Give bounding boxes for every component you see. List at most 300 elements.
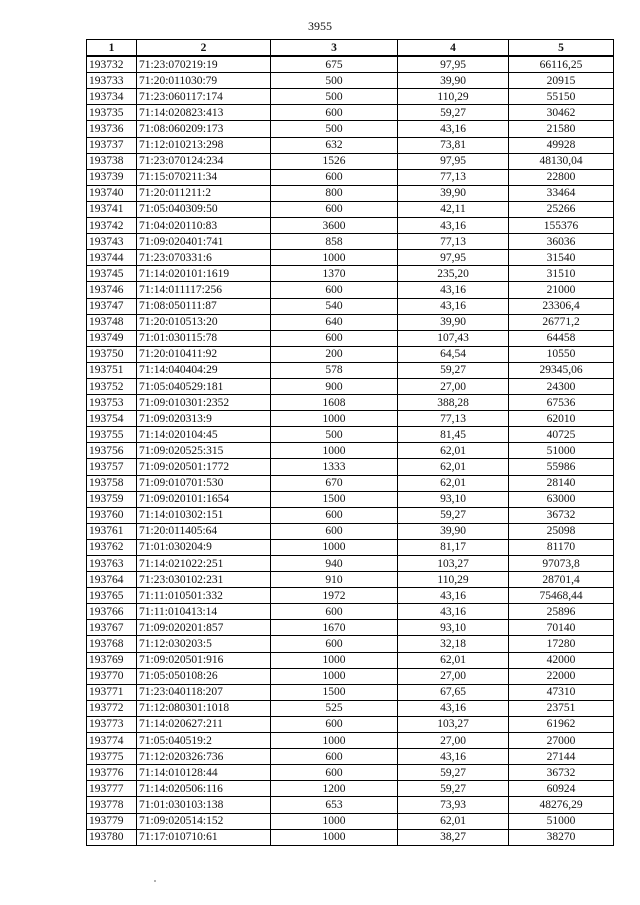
table-cell-col3: 1000	[271, 539, 398, 555]
table-cell-col5: 27000	[509, 733, 614, 749]
table-cell-col3: 653	[271, 797, 398, 813]
table-row	[87, 813, 614, 829]
table-cell-col5: 21000	[509, 282, 614, 298]
table-cell-col2: 71:14:020104:45	[137, 427, 271, 443]
table-cell-col1: 193773	[87, 716, 137, 732]
table-body	[87, 56, 614, 845]
table-cell-col3: 540	[271, 298, 398, 314]
table-cell-col4: 81,45	[398, 427, 509, 443]
table-cell-col1: 193772	[87, 700, 137, 716]
table-cell-col2: 71:14:010302:151	[137, 507, 271, 523]
table-cell-col2: 71:12:030203:5	[137, 636, 271, 652]
table-cell-col4: 43,16	[398, 749, 509, 765]
table-row	[87, 668, 614, 684]
table-row	[87, 620, 614, 636]
table-cell-col2: 71:09:010301:2352	[137, 395, 271, 411]
table-cell-col4: 388,28	[398, 395, 509, 411]
table-cell-col3: 3600	[271, 218, 398, 234]
table-cell-col5: 49928	[509, 137, 614, 153]
table-cell-col2: 71:09:020401:741	[137, 234, 271, 250]
table-cell-col2: 71:09:020514:152	[137, 813, 271, 829]
table-cell-col3: 500	[271, 427, 398, 443]
table-cell-col1: 193758	[87, 475, 137, 491]
table-cell-col4: 39,90	[398, 314, 509, 330]
table-cell-col1: 193745	[87, 266, 137, 282]
table-cell-col2: 71:23:070124:234	[137, 153, 271, 169]
table-cell-col3: 600	[271, 330, 398, 346]
table-cell-col4: 62,01	[398, 443, 509, 459]
table-row	[87, 684, 614, 700]
table-cell-col1: 193757	[87, 459, 137, 475]
table-cell-col1: 193762	[87, 539, 137, 555]
table-cell-col2: 71:20:010411:92	[137, 346, 271, 362]
table-cell-col4: 43,16	[398, 282, 509, 298]
table-cell-col2: 71:20:011211:2	[137, 185, 271, 201]
table-cell-col2: 71:14:020823:413	[137, 105, 271, 121]
table-cell-col3: 600	[271, 201, 398, 217]
table-cell-col4: 59,27	[398, 105, 509, 121]
table-cell-col4: 93,10	[398, 491, 509, 507]
table-cell-col3: 1000	[271, 813, 398, 829]
table-cell-col5: 67536	[509, 395, 614, 411]
table-cell-col2: 71:23:070219:19	[137, 56, 271, 73]
table-cell-col2: 71:15:070211:34	[137, 169, 271, 185]
table-cell-col5: 28140	[509, 475, 614, 491]
table-cell-col4: 59,27	[398, 765, 509, 781]
table-cell-col3: 1500	[271, 684, 398, 700]
table-cell-col1: 193764	[87, 572, 137, 588]
table-cell-col2: 71:09:010701:530	[137, 475, 271, 491]
table-row	[87, 588, 614, 604]
table-cell-col2: 71:09:020501:916	[137, 652, 271, 668]
table-cell-col2: 71:23:030102:231	[137, 572, 271, 588]
table-row	[87, 572, 614, 588]
table-cell-col5: 40725	[509, 427, 614, 443]
table-cell-col5: 25896	[509, 604, 614, 620]
table-cell-col3: 600	[271, 636, 398, 652]
table-row	[87, 346, 614, 362]
table-cell-col2: 71:14:021022:251	[137, 556, 271, 572]
table-cell-col4: 103,27	[398, 556, 509, 572]
table-cell-col2: 71:05:040519:2	[137, 733, 271, 749]
table-cell-col3: 910	[271, 572, 398, 588]
table-cell-col3: 1500	[271, 491, 398, 507]
table-cell-col1: 193737	[87, 137, 137, 153]
table-cell-col4: 110,29	[398, 89, 509, 105]
table-row	[87, 314, 614, 330]
table-cell-col2: 71:05:050108:26	[137, 668, 271, 684]
table-cell-col4: 62,01	[398, 652, 509, 668]
table-cell-col5: 10550	[509, 346, 614, 362]
table-cell-col4: 93,10	[398, 620, 509, 636]
table-cell-col4: 27,00	[398, 378, 509, 394]
table-cell-col3: 1000	[271, 733, 398, 749]
table-cell-col4: 67,65	[398, 684, 509, 700]
table-cell-col4: 27,00	[398, 668, 509, 684]
table-cell-col3: 1972	[271, 588, 398, 604]
table-cell-col4: 39,90	[398, 73, 509, 89]
table-cell-col4: 59,27	[398, 362, 509, 378]
table-cell-col3: 600	[271, 105, 398, 121]
table-cell-col1: 193769	[87, 652, 137, 668]
table-row	[87, 234, 614, 250]
table-cell-col3: 1000	[271, 250, 398, 266]
table-cell-col2: 71:23:070331:6	[137, 250, 271, 266]
table-cell-col3: 1370	[271, 266, 398, 282]
table-cell-col3: 500	[271, 121, 398, 137]
table-cell-col3: 1000	[271, 411, 398, 427]
table-row	[87, 362, 614, 378]
table-cell-col2: 71:20:011405:64	[137, 523, 271, 539]
table-cell-col2: 71:14:010128:44	[137, 765, 271, 781]
table-cell-col1: 193761	[87, 523, 137, 539]
table-cell-col4: 59,27	[398, 507, 509, 523]
table-cell-col3: 500	[271, 73, 398, 89]
table-cell-col3: 800	[271, 185, 398, 201]
table-cell-col5: 25098	[509, 523, 614, 539]
table-cell-col5: 26771,2	[509, 314, 614, 330]
table-cell-col4: 32,18	[398, 636, 509, 652]
table-row	[87, 137, 614, 153]
table-cell-col1: 193732	[87, 56, 137, 73]
table-row	[87, 523, 614, 539]
table-cell-col4: 97,95	[398, 153, 509, 169]
table-cell-col2: 71:12:080301:1018	[137, 700, 271, 716]
table-row	[87, 604, 614, 620]
table-cell-col5: 51000	[509, 813, 614, 829]
table-cell-col1: 193763	[87, 556, 137, 572]
table-cell-col4: 107,43	[398, 330, 509, 346]
table-cell-col4: 42,11	[398, 201, 509, 217]
table-cell-col5: 22800	[509, 169, 614, 185]
table-row	[87, 716, 614, 732]
table-cell-col4: 43,16	[398, 121, 509, 137]
table-cell-col4: 38,27	[398, 829, 509, 845]
table-row	[87, 539, 614, 555]
table-cell-col1: 193751	[87, 362, 137, 378]
table-cell-col5: 61962	[509, 716, 614, 732]
table-cell-col1: 193747	[87, 298, 137, 314]
table-cell-col5: 62010	[509, 411, 614, 427]
table-cell-col4: 77,13	[398, 169, 509, 185]
table-cell-col4: 27,00	[398, 733, 509, 749]
table-cell-col3: 1000	[271, 668, 398, 684]
table-cell-col5: 51000	[509, 443, 614, 459]
table-cell-col1: 193756	[87, 443, 137, 459]
table-cell-col1: 193741	[87, 201, 137, 217]
table-cell-col1: 193765	[87, 588, 137, 604]
table-cell-col1: 193754	[87, 411, 137, 427]
data-table	[86, 39, 614, 846]
table-cell-col3: 1000	[271, 829, 398, 845]
table-cell-col4: 97,95	[398, 56, 509, 73]
table-cell-col1: 193748	[87, 314, 137, 330]
table-cell-col2: 71:09:020501:1772	[137, 459, 271, 475]
table-cell-col2: 71:14:020627:211	[137, 716, 271, 732]
table-row	[87, 153, 614, 169]
table-cell-col2: 71:01:030204:9	[137, 539, 271, 555]
table-cell-col3: 600	[271, 765, 398, 781]
table-cell-col1: 193752	[87, 378, 137, 394]
table-cell-col2: 71:01:030103:138	[137, 797, 271, 813]
table-cell-col3: 600	[271, 507, 398, 523]
table-row	[87, 781, 614, 797]
table-cell-col2: 71:11:010413:14	[137, 604, 271, 620]
table-cell-col5: 81170	[509, 539, 614, 555]
table-cell-col2: 71:14:020506:116	[137, 781, 271, 797]
table-cell-col5: 22000	[509, 668, 614, 684]
table-row	[87, 556, 614, 572]
table-cell-col2: 71:04:020110:83	[137, 218, 271, 234]
table-cell-col5: 29345,06	[509, 362, 614, 378]
table-cell-col3: 632	[271, 137, 398, 153]
table-cell-col4: 77,13	[398, 411, 509, 427]
table-cell-col1: 193744	[87, 250, 137, 266]
header-row	[87, 40, 614, 57]
table-cell-col5: 70140	[509, 620, 614, 636]
table-cell-col2: 71:14:020101:1619	[137, 266, 271, 282]
table-cell-col5: 36036	[509, 234, 614, 250]
table-cell-col5: 55986	[509, 459, 614, 475]
table-cell-col4: 235,20	[398, 266, 509, 282]
table-cell-col1: 193749	[87, 330, 137, 346]
table-cell-col4: 81,17	[398, 539, 509, 555]
table-row	[87, 652, 614, 668]
table-cell-col5: 20915	[509, 73, 614, 89]
table-cell-col3: 1000	[271, 443, 398, 459]
table-cell-col3: 600	[271, 716, 398, 732]
table-row	[87, 700, 614, 716]
table-cell-col2: 71:09:020313:9	[137, 411, 271, 427]
table-cell-col1: 193780	[87, 829, 137, 845]
table-row	[87, 201, 614, 217]
table-cell-col2: 71:01:030115:78	[137, 330, 271, 346]
table-cell-col2: 71:20:011030:79	[137, 73, 271, 89]
table-cell-col5: 31510	[509, 266, 614, 282]
table-cell-col3: 200	[271, 346, 398, 362]
table-cell-col1: 193750	[87, 346, 137, 362]
table-row	[87, 121, 614, 137]
table-cell-col5: 36732	[509, 765, 614, 781]
table-cell-col3: 578	[271, 362, 398, 378]
table-row	[87, 282, 614, 298]
table-row	[87, 636, 614, 652]
table-cell-col5: 47310	[509, 684, 614, 700]
table-cell-col5: 30462	[509, 105, 614, 121]
table-cell-col4: 43,16	[398, 604, 509, 620]
table-row	[87, 266, 614, 282]
table-cell-col1: 193770	[87, 668, 137, 684]
column-header-4: 4	[398, 40, 509, 57]
table-cell-col1: 193742	[87, 218, 137, 234]
table-cell-col3: 1608	[271, 395, 398, 411]
table-row	[87, 169, 614, 185]
table-cell-col1: 193777	[87, 781, 137, 797]
table-cell-col2: 71:23:060117:174	[137, 89, 271, 105]
table-row	[87, 829, 614, 845]
table-row	[87, 330, 614, 346]
table-cell-col3: 525	[271, 700, 398, 716]
table-cell-col4: 62,01	[398, 459, 509, 475]
table-cell-col4: 62,01	[398, 475, 509, 491]
table-row	[87, 395, 614, 411]
table-cell-col2: 71:08:050111:87	[137, 298, 271, 314]
table-cell-col4: 97,95	[398, 250, 509, 266]
table-cell-col1: 193734	[87, 89, 137, 105]
table-cell-col1: 193740	[87, 185, 137, 201]
table-cell-col4: 62,01	[398, 813, 509, 829]
table-cell-col1: 193766	[87, 604, 137, 620]
table-cell-col4: 43,16	[398, 298, 509, 314]
table-row	[87, 491, 614, 507]
table-row	[87, 185, 614, 201]
table-row	[87, 427, 614, 443]
table-cell-col5: 31540	[509, 250, 614, 266]
table-cell-col3: 1000	[271, 652, 398, 668]
table-cell-col4: 43,16	[398, 588, 509, 604]
table-cell-col3: 940	[271, 556, 398, 572]
table-cell-col1: 193739	[87, 169, 137, 185]
column-header-5: 5	[509, 40, 614, 57]
table-cell-col3: 600	[271, 169, 398, 185]
table-cell-col3: 600	[271, 282, 398, 298]
table-cell-col1: 193775	[87, 749, 137, 765]
table-cell-col5: 17280	[509, 636, 614, 652]
table-cell-col4: 43,16	[398, 700, 509, 716]
table-cell-col4: 43,16	[398, 218, 509, 234]
table-cell-col4: 110,29	[398, 572, 509, 588]
table-cell-col3: 1333	[271, 459, 398, 475]
table-cell-col5: 23751	[509, 700, 614, 716]
table-cell-col2: 71:08:060209:173	[137, 121, 271, 137]
table-cell-col5: 75468,44	[509, 588, 614, 604]
table-cell-col1: 193776	[87, 765, 137, 781]
table-cell-col3: 1200	[271, 781, 398, 797]
table-cell-col2: 71:09:020201:857	[137, 620, 271, 636]
table-cell-col1: 193768	[87, 636, 137, 652]
table-cell-col3: 600	[271, 523, 398, 539]
table-cell-col3: 670	[271, 475, 398, 491]
table-cell-col3: 600	[271, 604, 398, 620]
table-cell-col5: 24300	[509, 378, 614, 394]
table-row	[87, 411, 614, 427]
table-cell-col5: 66116,25	[509, 56, 614, 73]
table-row	[87, 459, 614, 475]
table-row	[87, 475, 614, 491]
table-cell-col1: 193760	[87, 507, 137, 523]
table-cell-col4: 39,90	[398, 185, 509, 201]
table-cell-col2: 71:14:040404:29	[137, 362, 271, 378]
table-cell-col5: 28701,4	[509, 572, 614, 588]
table-row	[87, 797, 614, 813]
table-cell-col4: 103,27	[398, 716, 509, 732]
table-cell-col2: 71:23:040118:207	[137, 684, 271, 700]
table-row	[87, 443, 614, 459]
table-cell-col2: 71:12:010213:298	[137, 137, 271, 153]
table-row	[87, 749, 614, 765]
table-cell-col5: 25266	[509, 201, 614, 217]
table-cell-col3: 1526	[271, 153, 398, 169]
table-cell-col1: 193738	[87, 153, 137, 169]
table-cell-col2: 71:12:020326:736	[137, 749, 271, 765]
table-cell-col5: 27144	[509, 749, 614, 765]
table-row	[87, 298, 614, 314]
table-cell-col5: 36732	[509, 507, 614, 523]
table-cell-col5: 33464	[509, 185, 614, 201]
table-cell-col1: 193774	[87, 733, 137, 749]
table-cell-col1: 193771	[87, 684, 137, 700]
table-row	[87, 73, 614, 89]
table-cell-col5: 48130,04	[509, 153, 614, 169]
table-row	[87, 765, 614, 781]
stray-mark	[154, 880, 156, 882]
table-cell-col2: 71:05:040529:181	[137, 378, 271, 394]
column-header-1: 1	[87, 40, 137, 57]
table-cell-col2: 71:05:040309:50	[137, 201, 271, 217]
table-cell-col3: 900	[271, 378, 398, 394]
table-cell-col1: 193735	[87, 105, 137, 121]
table-cell-col1: 193755	[87, 427, 137, 443]
table-cell-col3: 675	[271, 56, 398, 73]
table-cell-col4: 73,81	[398, 137, 509, 153]
table-cell-col5: 23306,4	[509, 298, 614, 314]
table-cell-col3: 1670	[271, 620, 398, 636]
table-cell-col5: 60924	[509, 781, 614, 797]
table-cell-col5: 38270	[509, 829, 614, 845]
table-cell-col1: 193759	[87, 491, 137, 507]
table-row	[87, 56, 614, 73]
table-cell-col5: 42000	[509, 652, 614, 668]
table-cell-col5: 48276,29	[509, 797, 614, 813]
table-row	[87, 218, 614, 234]
table-row	[87, 733, 614, 749]
table-cell-col1: 193753	[87, 395, 137, 411]
table-row	[87, 105, 614, 121]
table-cell-col4: 77,13	[398, 234, 509, 250]
column-header-2: 2	[137, 40, 271, 57]
page-number: 3955	[308, 19, 332, 33]
table-row	[87, 507, 614, 523]
table-cell-col5: 63000	[509, 491, 614, 507]
table-cell-col2: 71:09:020525:315	[137, 443, 271, 459]
table-cell-col1: 193736	[87, 121, 137, 137]
table-row	[87, 250, 614, 266]
table-cell-col1: 193743	[87, 234, 137, 250]
table-cell-col2: 71:20:010513:20	[137, 314, 271, 330]
table-cell-col3: 600	[271, 749, 398, 765]
table-row	[87, 89, 614, 105]
table-cell-col4: 39,90	[398, 523, 509, 539]
table-cell-col2: 71:09:020101:1654	[137, 491, 271, 507]
table-cell-col5: 155376	[509, 218, 614, 234]
table-cell-col4: 64,54	[398, 346, 509, 362]
table-cell-col3: 640	[271, 314, 398, 330]
table-cell-col1: 193733	[87, 73, 137, 89]
table-cell-col2: 71:14:011117:256	[137, 282, 271, 298]
table-cell-col2: 71:11:010501:332	[137, 588, 271, 604]
table-cell-col3: 858	[271, 234, 398, 250]
table-cell-col5: 64458	[509, 330, 614, 346]
table-cell-col5: 21580	[509, 121, 614, 137]
column-header-3: 3	[271, 40, 398, 57]
table-cell-col2: 71:17:010710:61	[137, 829, 271, 845]
table-row	[87, 378, 614, 394]
table-cell-col3: 500	[271, 89, 398, 105]
table-cell-col1: 193779	[87, 813, 137, 829]
table-cell-col5: 97073,8	[509, 556, 614, 572]
table-cell-col1: 193746	[87, 282, 137, 298]
table-cell-col1: 193767	[87, 620, 137, 636]
